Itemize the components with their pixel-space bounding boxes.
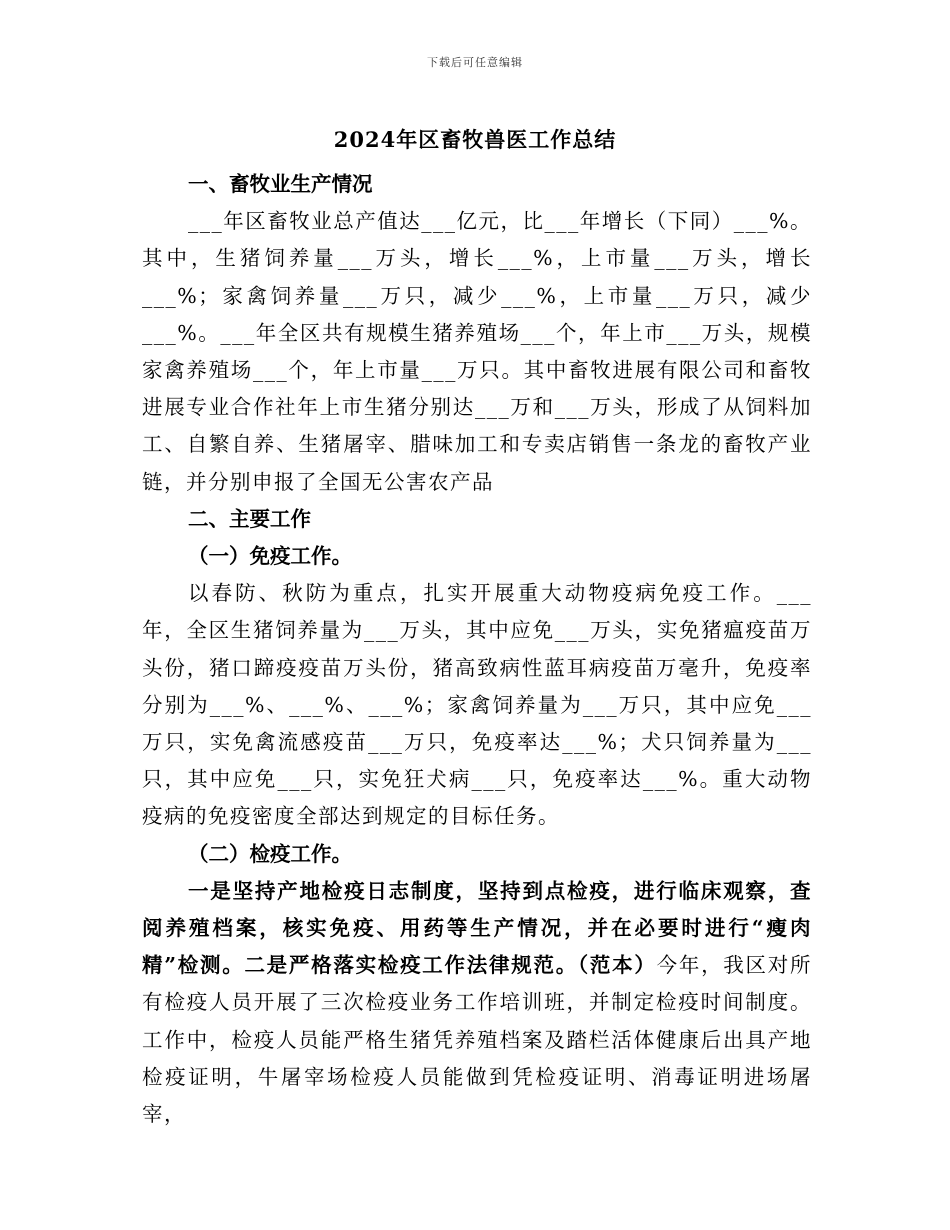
subsection-heading-quarantine: （二）检疫工作。: [188, 841, 352, 866]
document-body: [142, 166, 812, 1133]
paragraph-quarantine-rest: 今年，我区对所有检疫人员开展了三次检疫业务工作培训班，并制定检疫时间制度。工作中，检疫人员能严格生猪凭养殖档案及踏栏活体健康后出具产地检疫证明，牛屠宰场检疫人员能做到凭检疫证明、消毒证明进场屠宰，: [142, 953, 812, 1127]
paragraph-immunization: 以春防、秋防为重点，扎实开展重大动物疫病免疫工作。___年，全区生猪饲养量为___万头，其中应免___万头，实免猪瘟疫苗万头份，猪口蹄疫疫苗万头份，猪高致病性蓝耳病疫苗万毫升，免疫率分别为___%、___%、___%；家禽饲养量为___万只，其中应免___万只，实免禽流感疫苗___万只，免疫率达___%；犬只饲养量为___只，其中应免___只，实免狂犬病___只，免疫率达___%。重大动物疫病的免疫密度全部达到规定的目标任务。: [142, 581, 812, 829]
paragraph-production: ___年区畜牧业总产值达___亿元，比___年增长（下同）___%。其中，生猪饲养量___万头，增长___%，上市量___万头，增长___%；家禽饲养量___万只，减少___%，上市量___万只，减少___%。___年全区共有规模生猪养殖场___个，年上市___万头，规模家禽养殖场___个，年上市量___万只。其中畜牧进展有限公司和畜牧进展专业合作社年上市生猪分别达___万和___万头，形成了从饲料加工、自繁自养、生猪屠宰、腊味加工和专卖店销售一条龙的畜牧产业链，并分别申报了全国无公害农产品: [142, 209, 812, 494]
paragraph-quarantine-bold: 一是坚持产地检疫日志制度，坚持到点检疫，进行临床观察，查阅养殖档案，核实免疫、用药等生产情况，并在必要时进行“瘦肉精”检测。二是严格落实检疫工作法律规范。（范本）: [142, 878, 812, 978]
subsection-heading-immunization: （一）免疫工作。: [188, 544, 352, 569]
paragraph-quarantine: [142, 873, 812, 1133]
section-heading-production: 一、畜牧业生产情况: [188, 172, 373, 196]
section-heading-main-work: 二、主要工作: [188, 506, 311, 531]
header-note: 下载后可任意编辑: [427, 56, 523, 69]
document-title: 2024年区畜牧兽医工作总结: [333, 127, 617, 152]
